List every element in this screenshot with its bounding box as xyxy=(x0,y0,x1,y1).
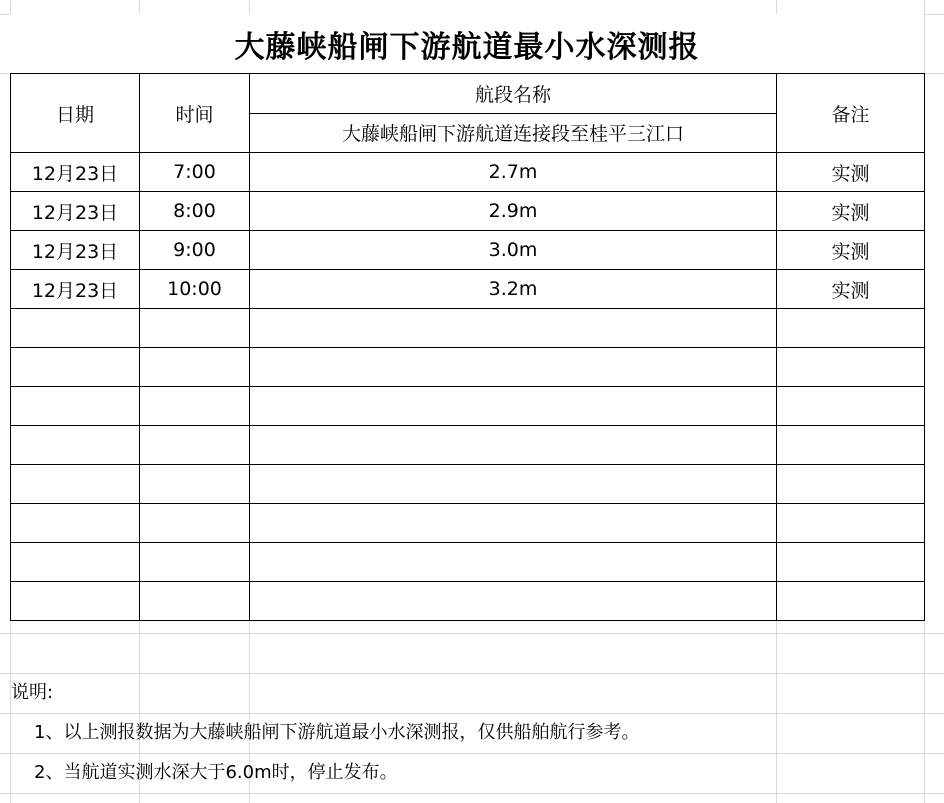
note-item[interactable]: 1、以上测报数据为大藤峡船闸下游航道最小水深测报，仅供船舶航行参考。 xyxy=(34,722,640,743)
cell-date[interactable]: 12月23日 xyxy=(11,270,140,309)
table-row xyxy=(11,543,925,582)
cell-remark[interactable] xyxy=(777,426,925,465)
table-row xyxy=(11,231,925,270)
cell-time[interactable]: 10:00 xyxy=(140,270,250,309)
cell-time[interactable] xyxy=(140,387,250,426)
header-row xyxy=(11,74,925,114)
cell-depth[interactable] xyxy=(250,465,777,504)
cell-depth[interactable] xyxy=(250,348,777,387)
cell-time[interactable] xyxy=(140,309,250,348)
cell-date[interactable] xyxy=(11,504,140,543)
table-row xyxy=(11,504,925,543)
cell-depth[interactable]: 2.7m xyxy=(250,153,777,192)
table-row xyxy=(11,387,925,426)
cell-time[interactable]: 8:00 xyxy=(140,192,250,231)
table-row xyxy=(11,192,925,231)
cell-remark[interactable] xyxy=(777,504,925,543)
cell-remark[interactable]: 实测 xyxy=(777,231,925,270)
table-row xyxy=(11,426,925,465)
cell-time[interactable] xyxy=(140,504,250,543)
cell-depth[interactable] xyxy=(250,543,777,582)
cell-remark[interactable] xyxy=(777,465,925,504)
cell-time[interactable]: 9:00 xyxy=(140,231,250,270)
cell-depth[interactable] xyxy=(250,309,777,348)
header-remark[interactable]: 备注 xyxy=(777,74,925,153)
gridline-horizontal xyxy=(0,633,944,634)
table-row xyxy=(11,582,925,621)
table-row xyxy=(11,270,925,309)
gridline-horizontal xyxy=(0,793,944,794)
cell-time[interactable] xyxy=(140,582,250,621)
cell-date[interactable] xyxy=(11,582,140,621)
cell-remark[interactable] xyxy=(777,387,925,426)
cell-remark[interactable] xyxy=(777,582,925,621)
cell-time[interactable]: 7:00 xyxy=(140,153,250,192)
cell-remark[interactable] xyxy=(777,543,925,582)
header-segment-group[interactable]: 航段名称 xyxy=(250,74,777,114)
notes-section xyxy=(0,673,944,793)
cell-depth[interactable] xyxy=(250,582,777,621)
cell-date[interactable] xyxy=(11,309,140,348)
cell-time[interactable] xyxy=(140,543,250,582)
cell-remark[interactable]: 实测 xyxy=(777,192,925,231)
cell-depth[interactable]: 3.0m xyxy=(250,231,777,270)
cell-date[interactable] xyxy=(11,387,140,426)
cell-remark[interactable] xyxy=(777,309,925,348)
cell-depth[interactable] xyxy=(250,426,777,465)
cell-date[interactable]: 12月23日 xyxy=(11,153,140,192)
table-row xyxy=(11,309,925,348)
cell-remark[interactable] xyxy=(777,348,925,387)
cell-date[interactable]: 12月23日 xyxy=(11,231,140,270)
cell-date[interactable] xyxy=(11,465,140,504)
cell-date[interactable] xyxy=(11,426,140,465)
header-time[interactable]: 时间 xyxy=(140,74,250,153)
note-item[interactable]: 2、当航道实测水深大于6.0m时，停止发布。 xyxy=(34,762,398,783)
cell-time[interactable] xyxy=(140,465,250,504)
cell-date[interactable]: 12月23日 xyxy=(11,192,140,231)
cell-depth[interactable]: 3.2m xyxy=(250,270,777,309)
notes-label[interactable]: 说明: xyxy=(11,682,54,703)
depth-report-table xyxy=(10,73,925,621)
cell-time[interactable] xyxy=(140,348,250,387)
cell-depth[interactable]: 2.9m xyxy=(250,192,777,231)
table-row xyxy=(11,153,925,192)
cell-remark[interactable]: 实测 xyxy=(777,153,925,192)
report-title: 大藤峡船闸下游航道最小水深测报 xyxy=(10,14,924,74)
cell-date[interactable] xyxy=(11,348,140,387)
table-row xyxy=(11,465,925,504)
header-segment[interactable]: 大藤峡船闸下游航道连接段至桂平三江口 xyxy=(250,113,777,153)
cell-date[interactable] xyxy=(11,543,140,582)
cell-depth[interactable] xyxy=(250,504,777,543)
cell-time[interactable] xyxy=(140,426,250,465)
table-row xyxy=(11,348,925,387)
header-date[interactable]: 日期 xyxy=(11,74,140,153)
cell-depth[interactable] xyxy=(250,387,777,426)
cell-remark[interactable]: 实测 xyxy=(777,270,925,309)
